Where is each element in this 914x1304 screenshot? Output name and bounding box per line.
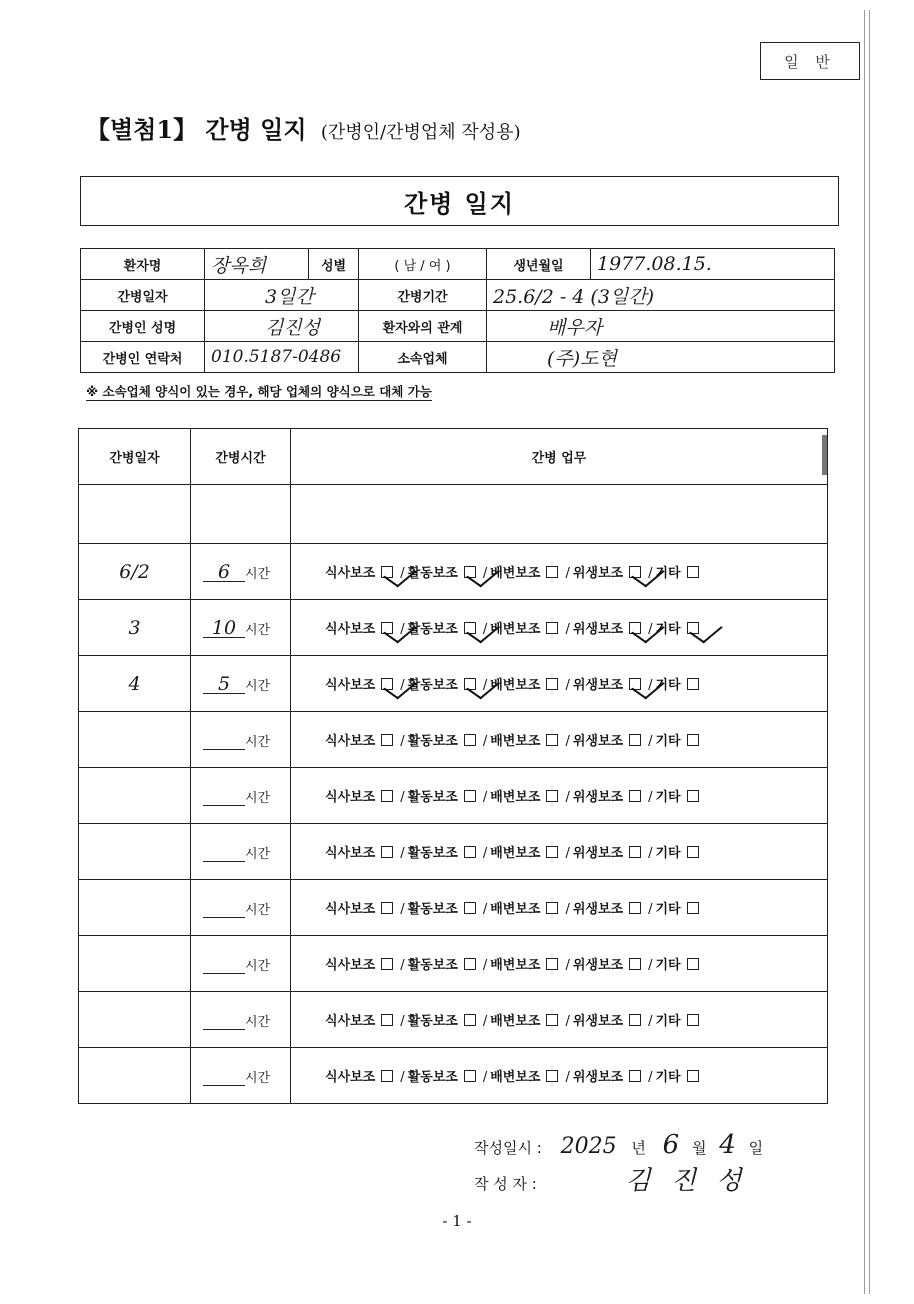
task-checkbox[interactable] [381, 1070, 393, 1082]
task-label: 식사보조 [325, 734, 376, 749]
log-date [79, 824, 191, 880]
log-date: 3 [79, 600, 191, 656]
task-label: 배변보조 [490, 734, 541, 749]
task-separator: / [565, 846, 570, 861]
scrollbar-mark [822, 435, 827, 475]
task-separator: / [482, 678, 488, 693]
hours-value [203, 897, 245, 918]
task-label: 식사보조 [325, 846, 376, 861]
month-unit: 월 [691, 1139, 707, 1157]
task-checkbox[interactable] [687, 622, 699, 634]
task-checkbox[interactable] [546, 1070, 558, 1082]
task-label: 활동보조 [407, 1014, 458, 1029]
task-checkbox[interactable] [381, 1014, 393, 1026]
log-date [79, 992, 191, 1048]
task-separator: / [565, 1014, 570, 1029]
log-hours [191, 656, 291, 712]
log-date [79, 1048, 191, 1104]
hours-value: 5 [203, 673, 245, 694]
task-separator: / [482, 846, 488, 861]
task-separator: / [400, 678, 405, 693]
task-label: 활동보조 [407, 902, 458, 917]
hours-value [203, 841, 245, 862]
task-checkbox[interactable] [629, 566, 641, 578]
task-label: 배변보조 [490, 1070, 541, 1085]
hours-unit: 시간 [245, 735, 271, 750]
task-separator: / [400, 790, 405, 805]
task-label: 배변보조 [490, 622, 541, 637]
header-date: 간병일자 [79, 429, 191, 485]
written-date-label: 작성일시 : [474, 1139, 542, 1157]
task-checkbox[interactable] [464, 1070, 476, 1082]
task-label: 기타 [655, 1014, 681, 1029]
task-separator: / [565, 958, 570, 973]
task-label: 활동보조 [407, 1070, 458, 1085]
task-label: 기타 [655, 622, 681, 637]
hours-unit: 시간 [245, 679, 271, 694]
task-separator: / [648, 958, 653, 973]
task-checkbox[interactable] [687, 958, 699, 970]
log-tasks [291, 656, 828, 712]
task-separator: / [400, 902, 405, 917]
company-value: (주)도현 [487, 342, 835, 373]
care-log-table [78, 428, 828, 1104]
care-days-value: 3일간 [205, 280, 359, 311]
task-checkbox[interactable] [381, 678, 393, 690]
log-row [79, 880, 828, 936]
author-signature: 김 진 성 [625, 1166, 748, 1196]
task-checkbox[interactable] [687, 566, 699, 578]
task-separator: / [482, 958, 488, 973]
written-month: 6 [662, 1130, 680, 1160]
task-separator: / [400, 1014, 405, 1029]
task-separator: / [565, 902, 570, 917]
task-checkbox[interactable] [687, 1014, 699, 1026]
info-table [80, 248, 835, 373]
header-hours: 간병시간 [191, 429, 291, 485]
category-badge: 일 반 [760, 42, 860, 80]
task-label: 배변보조 [490, 1014, 541, 1029]
hours-value [203, 729, 245, 750]
dob-label: 생년월일 [487, 249, 591, 280]
written-date-line [474, 1130, 763, 1160]
log-tasks [291, 824, 828, 880]
day-unit: 일 [748, 1139, 764, 1157]
care-period-label: 간병기간 [359, 280, 487, 311]
author-label: 작 성 자 : [474, 1175, 537, 1193]
hours-unit: 시간 [245, 903, 271, 918]
task-label: 위생보조 [572, 902, 624, 917]
task-label: 위생보조 [572, 1070, 624, 1085]
task-label: 식사보조 [325, 902, 376, 917]
gender-value: ( 남 / 여 ) [359, 249, 487, 280]
contact-label: 간병인 연락처 [81, 342, 205, 373]
log-row [79, 712, 828, 768]
log-date [79, 936, 191, 992]
task-label: 배변보조 [490, 902, 541, 917]
relation-value: 배우자 [487, 311, 835, 342]
hours-unit: 시간 [245, 847, 271, 862]
task-label: 배변보조 [490, 566, 541, 581]
log-tasks [291, 768, 828, 824]
document-title-main: 【별첨1】 간병 일지 [86, 115, 307, 144]
care-days-label: 간병일자 [81, 280, 205, 311]
log-row [79, 824, 828, 880]
log-row [79, 656, 828, 712]
log-date [79, 880, 191, 936]
task-separator: / [482, 622, 488, 637]
log-date [79, 712, 191, 768]
task-checkbox[interactable] [687, 790, 699, 802]
task-checkbox[interactable] [687, 902, 699, 914]
task-separator: / [648, 1014, 653, 1029]
task-separator: / [565, 678, 570, 693]
page-number: - 1 - [442, 1212, 472, 1230]
task-checkbox[interactable] [464, 902, 476, 914]
task-separator: / [565, 734, 570, 749]
log-date: 4 [79, 656, 191, 712]
task-checkbox[interactable] [629, 622, 641, 634]
log-hours [191, 992, 291, 1048]
hours-unit: 시간 [245, 1071, 271, 1086]
hours-value: 6 [203, 561, 245, 582]
task-label: 식사보조 [325, 622, 376, 637]
task-label: 위생보조 [572, 1014, 624, 1029]
task-label: 기타 [655, 734, 681, 749]
hours-unit: 시간 [245, 959, 271, 974]
task-label: 배변보조 [490, 790, 541, 805]
hours-value [203, 1009, 245, 1030]
document-title [86, 110, 521, 145]
task-checkbox[interactable] [546, 566, 558, 578]
company-label: 소속업체 [359, 342, 487, 373]
task-checkbox[interactable] [464, 622, 476, 634]
task-checkbox[interactable] [464, 846, 476, 858]
task-separator: / [565, 622, 570, 637]
task-label: 위생보조 [572, 622, 624, 637]
task-checkbox[interactable] [629, 678, 641, 690]
patient-value: 장옥희 [205, 249, 309, 280]
task-label: 위생보조 [572, 678, 624, 693]
header-tasks-label: 간병 업무 [531, 451, 587, 466]
log-date: 6/2 [79, 544, 191, 600]
author-line [474, 1160, 748, 1197]
task-separator: / [482, 566, 488, 581]
contact-value: 010.5187-0486 [205, 342, 359, 373]
task-checkbox[interactable] [629, 846, 641, 858]
gender-label: 성별 [309, 249, 359, 280]
patient-label: 환자명 [81, 249, 205, 280]
hours-value [203, 1065, 245, 1086]
hours-value [203, 953, 245, 974]
task-checkbox[interactable] [687, 734, 699, 746]
relation-label: 환자와의 관계 [359, 311, 487, 342]
task-label: 활동보조 [407, 790, 458, 805]
task-checkbox[interactable] [546, 1014, 558, 1026]
task-label: 식사보조 [325, 678, 376, 693]
task-label: 활동보조 [407, 566, 458, 581]
task-checkbox[interactable] [381, 622, 393, 634]
header-tasks [291, 429, 828, 485]
task-separator: / [648, 790, 653, 805]
task-checkbox[interactable] [546, 846, 558, 858]
task-checkbox[interactable] [629, 902, 641, 914]
task-separator: / [648, 622, 653, 637]
log-tasks [291, 600, 828, 656]
task-separator: / [565, 790, 570, 805]
task-label: 기타 [655, 902, 681, 917]
task-checkbox[interactable] [687, 1070, 699, 1082]
log-hours [191, 768, 291, 824]
task-checkbox[interactable] [464, 1014, 476, 1026]
task-checkbox[interactable] [381, 790, 393, 802]
task-label: 배변보조 [490, 958, 541, 973]
task-label: 활동보조 [407, 734, 458, 749]
task-separator: / [648, 846, 653, 861]
hours-unit: 시간 [245, 567, 271, 582]
task-separator: / [400, 846, 405, 861]
task-checkbox[interactable] [629, 734, 641, 746]
task-separator: / [648, 678, 653, 693]
page-edge-line [869, 10, 870, 1294]
task-checkbox[interactable] [381, 958, 393, 970]
task-checkbox[interactable] [546, 678, 558, 690]
task-separator: / [482, 1014, 488, 1029]
task-label: 기타 [655, 678, 681, 693]
task-checkbox[interactable] [464, 790, 476, 802]
task-label: 기타 [655, 846, 681, 861]
task-separator: / [482, 1070, 488, 1085]
document-title-sub: (간병인/간병업체 작성용) [320, 122, 521, 143]
task-label: 활동보조 [407, 678, 458, 693]
task-label: 위생보조 [572, 958, 624, 973]
task-label: 식사보조 [325, 790, 376, 805]
task-checkbox[interactable] [464, 734, 476, 746]
task-separator: / [400, 958, 405, 973]
task-checkbox[interactable] [629, 1014, 641, 1026]
task-label: 기타 [655, 1070, 681, 1085]
page-edge-line [864, 10, 865, 1294]
task-label: 활동보조 [407, 846, 458, 861]
task-separator: / [482, 790, 488, 805]
task-separator: / [648, 1070, 653, 1085]
caregiver-value: 김진성 [205, 311, 359, 342]
task-separator: / [565, 1070, 570, 1085]
hours-value: 10 [203, 617, 245, 638]
dob-value: 1977.08.15. [591, 249, 835, 280]
task-separator: / [400, 622, 405, 637]
task-separator: / [482, 734, 488, 749]
written-year: 2025 [560, 1134, 617, 1159]
task-checkbox[interactable] [464, 566, 476, 578]
log-tasks [291, 544, 828, 600]
task-label: 기타 [655, 958, 681, 973]
task-separator: / [400, 734, 405, 749]
task-checkbox[interactable] [687, 678, 699, 690]
log-row [79, 600, 828, 656]
task-separator: / [482, 902, 488, 917]
task-checkbox[interactable] [546, 790, 558, 802]
log-tasks [291, 936, 828, 992]
log-hours [191, 936, 291, 992]
log-row [79, 544, 828, 600]
task-separator: / [565, 566, 570, 581]
log-hours [191, 712, 291, 768]
log-row [79, 936, 828, 992]
log-tasks [291, 880, 828, 936]
hours-unit: 시간 [245, 623, 271, 638]
hours-unit: 시간 [245, 791, 271, 806]
care-period-value: 25.6/2 - 4 (3일간) [487, 280, 835, 311]
written-day: 4 [719, 1130, 736, 1160]
log-hours [191, 600, 291, 656]
task-separator: / [400, 566, 405, 581]
log-tasks [291, 712, 828, 768]
task-label: 배변보조 [490, 846, 541, 861]
year-unit: 년 [631, 1139, 646, 1157]
task-checkbox[interactable] [546, 622, 558, 634]
task-label: 위생보조 [572, 734, 624, 749]
task-label: 활동보조 [407, 622, 458, 637]
form-title: 간병 일지 [80, 176, 839, 226]
task-label: 기타 [655, 790, 681, 805]
task-checkbox[interactable] [464, 678, 476, 690]
task-label: 기타 [655, 566, 681, 581]
task-separator: / [648, 566, 653, 581]
task-separator: / [648, 902, 653, 917]
task-separator: / [648, 734, 653, 749]
log-hours [191, 1048, 291, 1104]
log-row [79, 1048, 828, 1104]
task-checkbox[interactable] [381, 566, 393, 578]
task-separator: / [400, 1070, 405, 1085]
log-date [79, 768, 191, 824]
log-hours [191, 880, 291, 936]
hours-unit: 시간 [245, 1015, 271, 1030]
log-hours [191, 544, 291, 600]
caregiver-label: 간병인 성명 [81, 311, 205, 342]
task-label: 식사보조 [325, 1070, 376, 1085]
task-checkbox[interactable] [464, 958, 476, 970]
log-tasks [291, 1048, 828, 1104]
task-label: 식사보조 [325, 566, 376, 581]
task-label: 식사보조 [325, 1014, 376, 1029]
task-label: 위생보조 [572, 790, 624, 805]
log-row [79, 992, 828, 1048]
task-checkbox[interactable] [629, 958, 641, 970]
task-label: 활동보조 [407, 958, 458, 973]
task-checkbox[interactable] [629, 790, 641, 802]
log-hours [191, 824, 291, 880]
task-checkbox[interactable] [629, 1070, 641, 1082]
log-row [79, 768, 828, 824]
task-label: 위생보조 [572, 846, 624, 861]
hours-value [203, 785, 245, 806]
task-checkbox[interactable] [381, 846, 393, 858]
task-checkbox[interactable] [546, 734, 558, 746]
task-label: 배변보조 [490, 678, 541, 693]
blank-row [79, 485, 828, 544]
task-checkbox[interactable] [546, 958, 558, 970]
task-label: 식사보조 [325, 958, 376, 973]
task-checkbox[interactable] [687, 846, 699, 858]
substitution-note: ※ 소속업체 양식이 있는 경우, 해당 업체의 양식으로 대체 가능 [86, 384, 432, 399]
task-checkbox[interactable] [381, 734, 393, 746]
log-tasks [291, 992, 828, 1048]
task-checkbox[interactable] [381, 902, 393, 914]
task-checkbox[interactable] [546, 902, 558, 914]
task-label: 위생보조 [572, 566, 624, 581]
